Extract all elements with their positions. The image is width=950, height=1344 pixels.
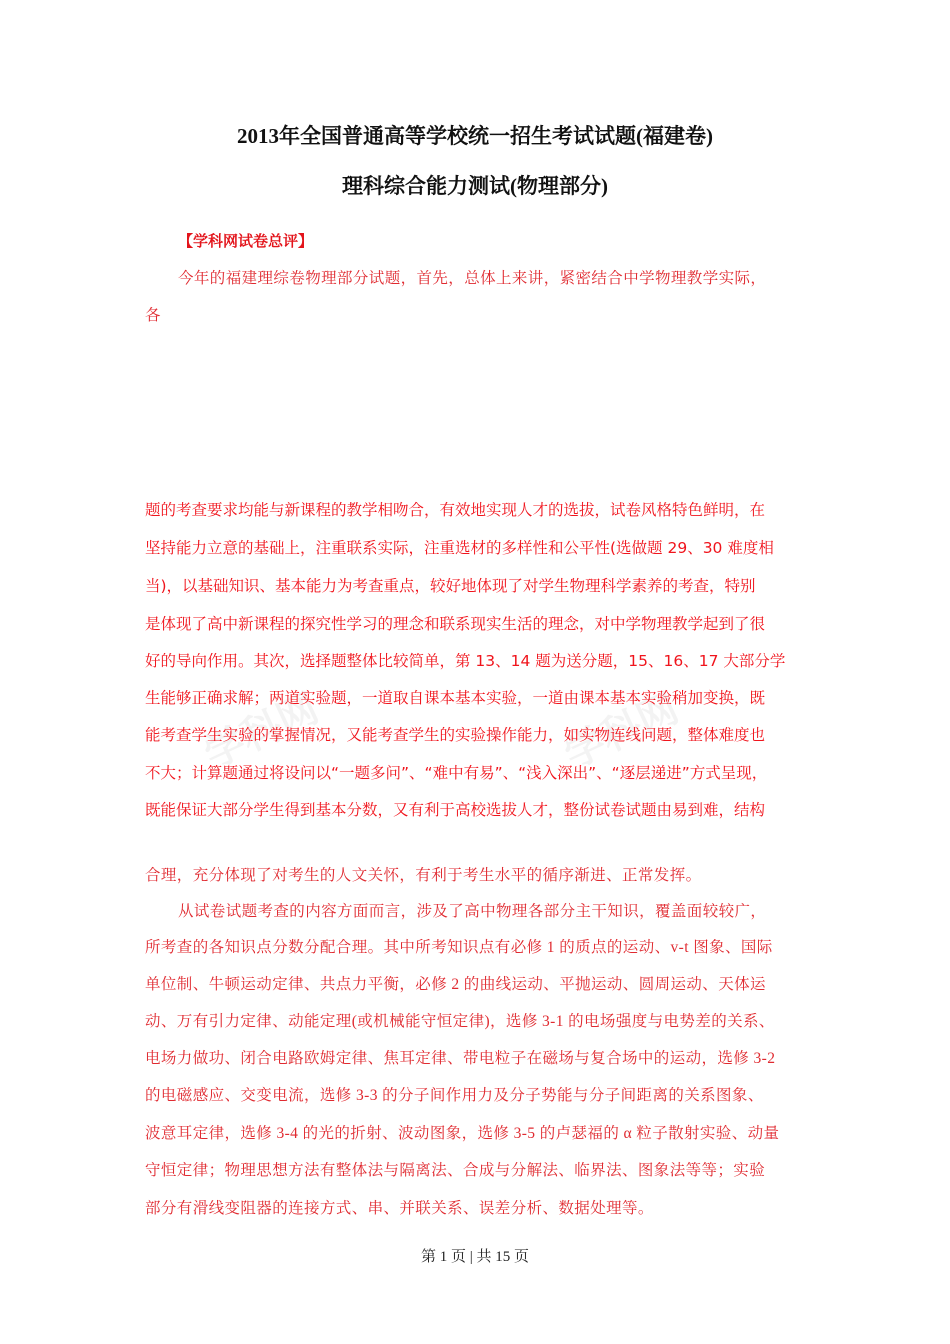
paragraph-line: 题的考查要求均能与新课程的教学相吻合，有效地实现人才的选拔，试卷风格特色鲜明，在 bbox=[145, 501, 766, 519]
document-title: 2013年全国普通高等学校统一招生考试试题(福建卷) bbox=[237, 124, 713, 148]
paragraph-line: 守恒定律；物理思想方法有整体法与隔离法、合成与分解法、临界法、图象法等等；实验 bbox=[145, 1162, 766, 1179]
paragraph-line: 从试卷试题考查的内容方面而言，涉及了高中物理各部分主干知识，覆盖面较较广， bbox=[178, 903, 767, 920]
paragraph-line: 今年的福建理综卷物理部分试题，首先，总体上来讲，紧密结合中学物理教学实际， bbox=[178, 270, 767, 287]
page-indicator: 第 1 页 | 共 15 页 bbox=[420, 1249, 529, 1265]
watermark: 学科网 bbox=[557, 685, 686, 778]
paragraph-line: 当)，以基础知识、基本能力为考查重点，较好地体现了对学生物理科学素养的考查，特别 bbox=[145, 577, 756, 595]
document-subtitle: 理科综合能力测试(物理部分) bbox=[342, 174, 608, 198]
paragraph-line: 合理，充分体现了对考生的人文关怀，有利于考生水平的循序渐进、正常发挥。 bbox=[145, 867, 702, 884]
watermark: 学科网 bbox=[197, 685, 326, 778]
paragraph-line: 部分有滑线变阻器的连接方式、串、并联关系、误差分析、数据处理等。 bbox=[145, 1200, 654, 1217]
paragraph-line: 动、万有引力定律、动能定理(或机械能守恒定律)，选修 3-1 的电场强度与电势差的关系、 bbox=[145, 1013, 775, 1030]
paragraph-line: 各 bbox=[145, 307, 161, 324]
paragraph-line: 能考查学生实验的掌握情况，又能考查学生的实验操作能力，如实物连线问题，整体难度也 bbox=[145, 726, 766, 744]
paragraph-line: 是体现了高中新课程的探究性学习的理念和联系现实生活的理念，对中学物理教学起到了很 bbox=[145, 615, 766, 633]
review-heading: 【学科网试卷总评】 bbox=[178, 232, 314, 250]
paragraph-line: 坚持能力立意的基础上，注重联系实际，注重选材的多样性和公平性(选做题 29、30 难度相 bbox=[145, 539, 774, 557]
paragraph-line: 不大；计算题通过将设问以“一题多问”、“难中有易”、“浅入深出”、“逐层递进”方式呈现， bbox=[145, 764, 768, 782]
paragraph-line: 单位制、牛顿运动定律、共点力平衡，必修 2 的曲线运动、平抛运动、圆周运动、天体运 bbox=[145, 976, 766, 993]
paragraph-line: 的电磁感应、交变电流，选修 3-3 的分子间作用力及分子势能与分子间距离的关系图象、 bbox=[145, 1087, 764, 1104]
paragraph-line: 电场力做功、闭合电路欧姆定律、焦耳定律、带电粒子在磁场与复合场中的运动，选修 3-2 bbox=[145, 1050, 776, 1067]
paragraph-line: 所考查的各知识点分数分配合理。其中所考知识点有必修 1 的质点的运动、v-t 图象、国际 bbox=[145, 939, 773, 956]
paragraph-line: 生能够正确求解；两道实验题，一道取自课本基本实验，一道由课本基本实验稍加变换，既 bbox=[145, 689, 766, 707]
paragraph-line: 既能保证大部分学生得到基本分数，又有利于高校选拔人才，整份试卷试题由易到难，结构 bbox=[145, 801, 766, 819]
paragraph-line: 好的导向作用。其次，选择题整体比较简单，第 13、14 题为送分题，15、16、17 大部分学 bbox=[145, 652, 786, 670]
paragraph-line: 波意耳定律，选修 3-4 的光的折射、波动图象，选修 3-5 的卢瑟福的 α 粒子散射实验、动量 bbox=[145, 1125, 780, 1142]
